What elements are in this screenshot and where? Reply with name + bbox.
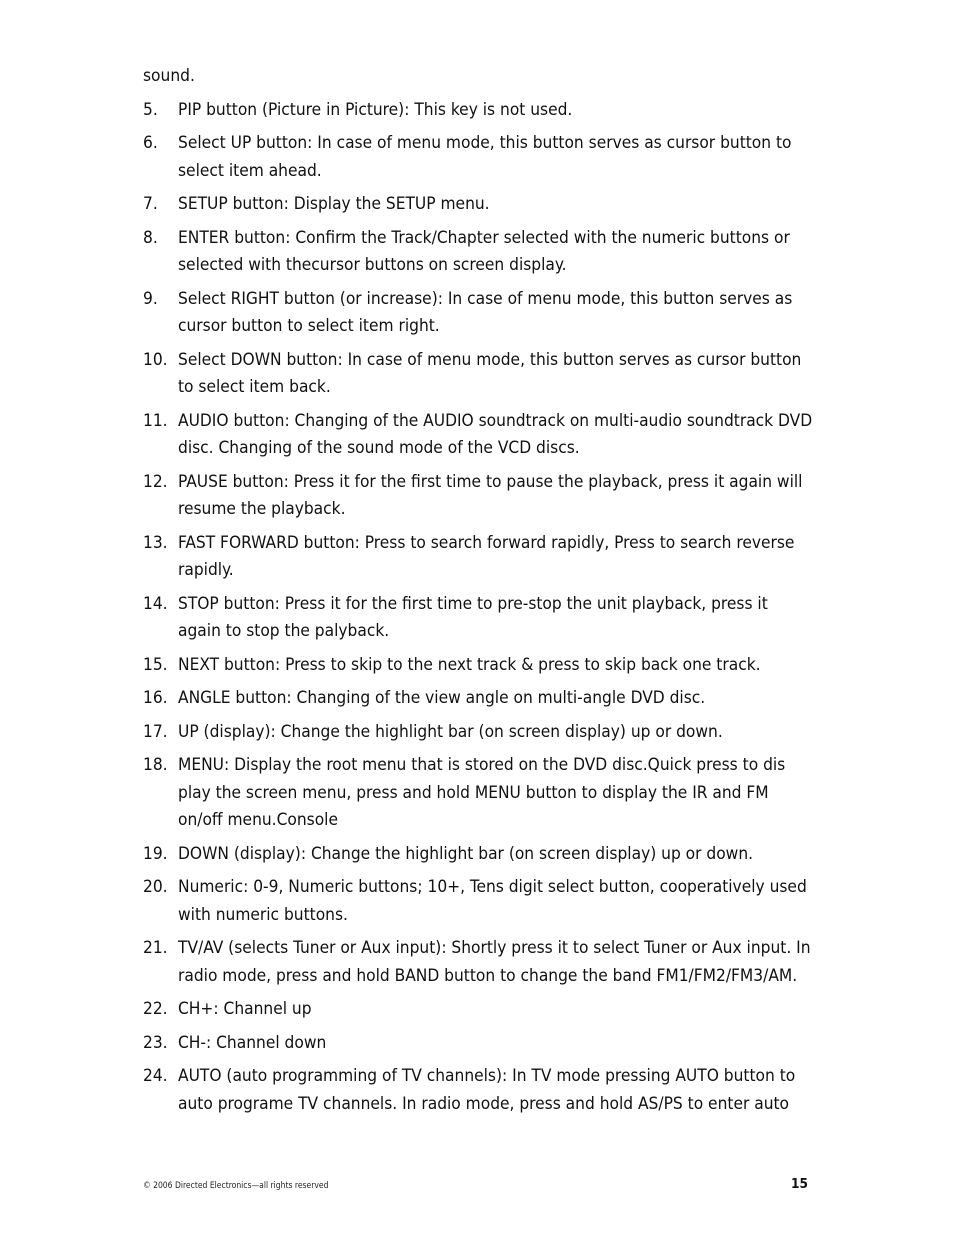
item-number: 13. — [143, 532, 168, 553]
list-item — [143, 1030, 815, 1058]
numbered-list — [143, 97, 815, 1119]
item-number: 22. — [143, 999, 168, 1019]
list-item — [143, 408, 815, 463]
item-text: MENU: Display the root menu that is stored on the DVD disc.Quick press to dis play the screen menu, press and hold MENU button to display the IR and FM on/off menu.Console — [178, 755, 786, 830]
item-text: NEXT button: Press to skip to the next track & press to skip back one track. — [178, 654, 761, 675]
list-item — [143, 130, 815, 185]
list-item — [143, 874, 815, 929]
item-number: 18. — [143, 755, 168, 775]
item-number: 11. — [143, 410, 168, 431]
item-text: UP (display): Change the highlight bar (on screen display) up or down. — [178, 721, 723, 742]
list-item — [143, 591, 815, 646]
item-number: 24. — [143, 1066, 168, 1086]
item-text: TV/AV (selects Tuner or Aux input): Shortly press it to select Tuner or Aux input. In radio mode, press and hold BAND button to change the band FM1/FM2/FM3/AM. — [178, 938, 811, 986]
item-text: ANGLE button: Changing of the view angle on multi-angle DVD disc. — [178, 688, 706, 708]
item-number: 7. — [143, 194, 158, 214]
list-item — [143, 225, 815, 280]
document-body — [143, 63, 815, 1124]
item-number: 19. — [143, 843, 168, 864]
item-number: 21. — [143, 938, 168, 958]
item-text: Numeric: 0-9, Numeric buttons; 10+, Tens digit select button, cooperatively used with numeric buttons. — [178, 877, 807, 925]
item-number: 16. — [143, 688, 168, 708]
item-number: 8. — [143, 227, 158, 248]
item-text: AUDIO button: Changing of the AUDIO soundtrack on multi-audio soundtrack DVD disc. Changing of the sound mode of the VCD discs. — [178, 410, 813, 458]
list-item — [143, 530, 815, 585]
item-text: SETUP button: Display the SETUP menu. — [178, 194, 490, 214]
item-number: 15. — [143, 654, 168, 675]
intro-text: sound. — [143, 66, 195, 86]
item-number: 20. — [143, 877, 168, 897]
item-text: PIP button (Picture in Picture): This key is not used. — [178, 99, 573, 120]
list-item — [143, 685, 815, 713]
item-number: 6. — [143, 133, 158, 153]
item-number: 14. — [143, 593, 168, 614]
item-text: DOWN (display): Change the highlight bar (on screen display) up or down. — [178, 843, 754, 864]
item-text: Select DOWN button: In case of menu mode, this button serves as cursor button to select item back. — [178, 349, 802, 397]
list-item — [143, 719, 815, 747]
list-item — [143, 841, 815, 869]
list-item — [143, 652, 815, 680]
copyright-notice: © 2006 Directed Electronics—all rights reserved — [143, 1181, 329, 1191]
item-text: FAST FORWARD button: Press to search forward rapidly, Press to search reverse rapidly. — [178, 532, 795, 580]
item-text: Select RIGHT button (or increase): In case of menu mode, this button serves as cursor button to select item right. — [178, 288, 793, 336]
item-number: 12. — [143, 471, 168, 492]
list-item — [143, 347, 815, 402]
list-item — [143, 97, 815, 125]
list-item — [143, 1063, 815, 1118]
item-text: PAUSE button: Press it for the first time to pause the playback, press it again will resume the playback. — [178, 471, 803, 519]
list-item — [143, 191, 815, 219]
list-item — [143, 996, 815, 1024]
item-text: AUTO (auto programming of TV channels): In TV mode pressing AUTO button to auto programe TV channels. In radio mode, press and hold AS/PS to enter auto — [178, 1066, 796, 1114]
item-number: 10. — [143, 349, 168, 370]
list-item — [143, 286, 815, 341]
item-text: CH+: Channel up — [178, 999, 312, 1019]
item-text: CH-: Channel down — [178, 1032, 327, 1053]
list-item — [143, 469, 815, 524]
item-number: 5. — [143, 99, 158, 120]
item-number: 9. — [143, 288, 158, 309]
item-text: ENTER button: Confirm the Track/Chapter selected with the numeric buttons or selected with thecursor buttons on screen display. — [178, 227, 790, 275]
item-number: 17. — [143, 721, 168, 742]
item-text: STOP button: Press it for the first time to pre-stop the unit playback, press it again to stop the palyback. — [178, 593, 768, 641]
item-text: Select UP button: In case of menu mode, this button serves as cursor button to select item ahead. — [178, 133, 792, 181]
page-number: 15 — [791, 1176, 808, 1192]
list-item — [143, 935, 815, 990]
list-item — [143, 752, 815, 835]
item-number: 23. — [143, 1032, 168, 1053]
